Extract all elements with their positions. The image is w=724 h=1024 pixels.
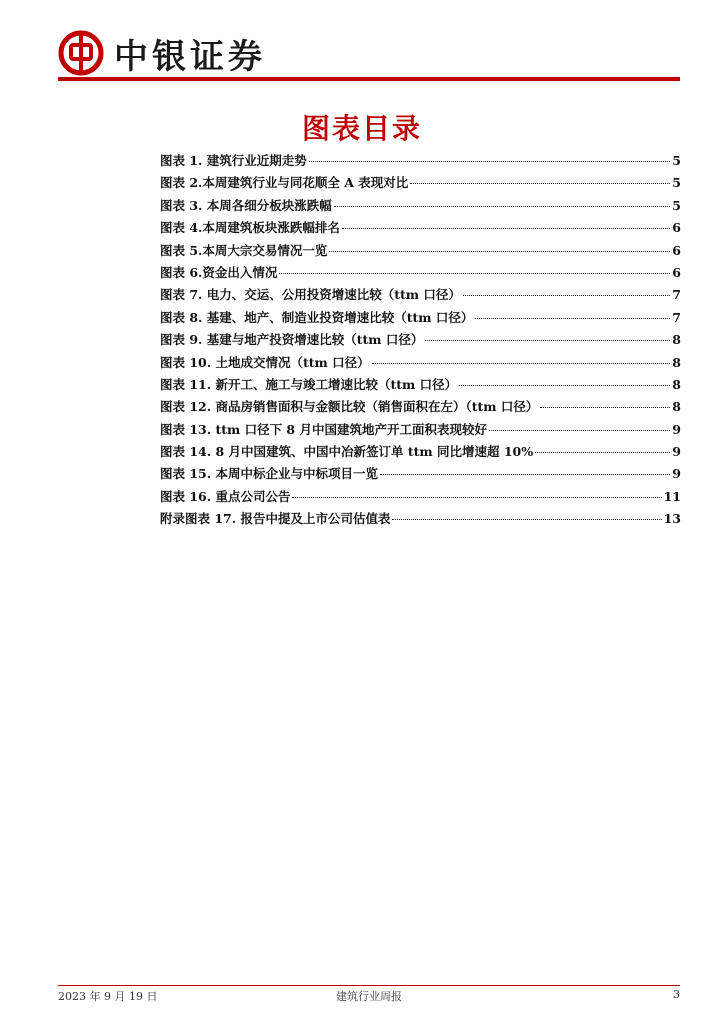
toc-entry-label: 图表 3. 本周各细分板块涨跌幅 [160,197,332,213]
dot-leader [342,228,670,229]
dot-leader [292,497,661,498]
footer-page-number: 3 [673,988,680,1001]
toc-entry-page: 6 [672,264,681,280]
toc-entry-label: 图表 8. 基建、地产、制造业投资增速比较（ttm 口径） [160,309,474,325]
toc-entry-page: 6 [672,220,681,236]
dot-leader [540,407,670,408]
toc-entry-page: 5 [672,197,681,213]
dot-leader [410,183,670,184]
dot-leader [459,385,670,386]
toc-entry-label: 图表 12. 商品房销售面积与金额比较（销售面积在左）（ttm 口径） [160,399,539,415]
toc-entry-label: 图表 10. 土地成交情况（ttm 口径） [160,354,370,370]
toc-entry-label: 图表 1. 建筑行业近期走势 [160,153,307,168]
dot-leader [425,340,670,341]
dot-leader [475,318,670,319]
brand-name: 中银证券 [114,36,266,77]
toc-entry-page: 7 [672,309,681,325]
dot-leader [329,251,670,252]
toc-entry-label: 图表 14. 8 月中国建筑、中国中冶新签订单 ttm 同比增速超 10% [160,444,534,460]
toc-entry-page: 9 [672,421,681,437]
footer-report-name: 建筑行业周报 [336,990,402,1003]
dot-leader [334,206,671,207]
page-title: 图表目录 [301,112,422,145]
dot-leader [380,474,670,475]
toc-entry[interactable] [160,241,681,263]
toc-entry[interactable] [160,353,681,375]
toc-entry[interactable] [160,173,681,195]
toc-entry-page: 7 [672,287,681,303]
header [58,28,266,78]
toc-entry-page: 9 [672,444,681,460]
toc-entry-label: 图表 13. ttm 口径下 8 月中国建筑地产开工面积表现较好 [160,421,487,437]
toc-entry[interactable] [160,397,681,419]
dot-leader [535,452,670,453]
toc-entry[interactable] [160,285,681,307]
toc-entry-label: 图表 5.本周大宗交易情况一览 [160,242,328,258]
toc-entry-label: 图表 6.资金出入情况 [160,264,278,280]
toc-entry-page: 8 [672,354,681,370]
toc-entry-label: 图表 9. 基建与地产投资增速比较（ttm 口径） [160,332,424,348]
toc-entry[interactable] [160,420,681,442]
header-divider [58,77,680,81]
toc-entry-page: 13 [663,511,681,527]
toc-entry-page: 8 [672,399,681,415]
table-of-contents [160,151,681,532]
toc-entry[interactable] [160,487,681,509]
footer [58,988,680,1006]
toc-entry[interactable] [160,375,681,397]
toc-entry-page: 6 [672,242,681,258]
toc-entry-page: 9 [672,466,681,482]
dot-leader [279,273,670,274]
toc-entry[interactable] [160,442,681,464]
toc-entry-label: 附录图表 17. 报告中提及上市公司估值表 [160,511,391,527]
dot-leader [392,519,661,520]
footer-date: 2023 年 9 月 19 日 [58,990,158,1003]
toc-entry[interactable] [160,509,681,531]
toc-entry[interactable] [160,330,681,352]
dot-leader [309,161,671,162]
toc-entry[interactable] [160,151,681,173]
footer-divider [58,985,680,986]
toc-entry-page: 8 [672,332,681,348]
toc-entry-label: 图表 2.本周建筑行业与同花顺全 A 表现对比 [160,175,409,191]
toc-entry-label: 图表 7. 电力、交运、公用投资增速比较（ttm 口径） [160,287,461,303]
toc-entry-label: 图表 11. 新开工、施工与竣工增速比较（ttm 口径） [160,376,458,392]
toc-entry-page: 11 [663,488,681,504]
toc-entry-label: 图表 16. 重点公司公告 [160,488,291,504]
toc-entry[interactable] [160,218,681,240]
toc-entry-page: 5 [672,153,681,168]
dot-leader [372,363,671,364]
bank-of-china-logo-icon [58,30,104,76]
toc-entry-label: 图表 15. 本周中标企业与中标项目一览 [160,466,378,482]
dot-leader [463,295,670,296]
toc-entry-label: 图表 4.本周建筑板块涨跌幅排名 [160,220,340,236]
dot-leader [489,430,670,431]
toc-entry[interactable] [160,263,681,285]
toc-entry[interactable] [160,464,681,486]
toc-entry-page: 5 [672,175,681,191]
toc-entry-page: 8 [672,376,681,392]
toc-entry[interactable] [160,196,681,218]
toc-entry[interactable] [160,308,681,330]
